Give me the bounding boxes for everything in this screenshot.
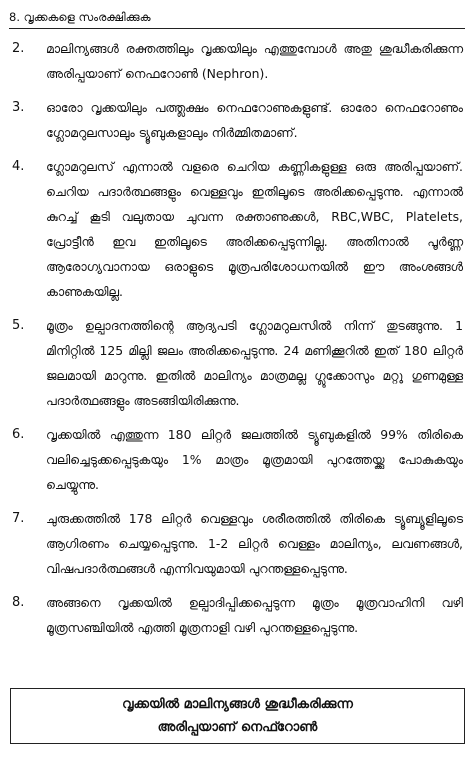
list-item <box>0 95 475 145</box>
item-number: 2. <box>12 41 25 56</box>
list-item <box>0 422 475 497</box>
chapter-title: 8. വൃക്കകളെ സംരക്ഷിക്കുക <box>9 10 151 24</box>
item-text: വൃക്കയിൽ എത്തുന്ന 180 ലിറ്റർ ജലത്തിൽ ട്യൂബുകളിൽ 99% തിരികെ വലിച്ചെടുക്കപ്പെടുകയും 1% മാത്രം മൂത്രമായി പുറത്തേയ്ക്കു പോകുകയും ചെയ്യുന്നു. <box>46 427 463 492</box>
list-item <box>0 154 475 304</box>
item-text: ചുരുക്കത്തിൽ 178 ലിറ്റർ വെള്ളവും ശരീരത്തിൽ തിരികെ ട്യൂബ്യൂളിലൂടെ ആഗിരണം ചെയ്യപ്പെടുന്നു. 1-2 ലിറ്റർ വെള്ളം മാലിന്യം, ലവണങ്ങൾ, വിഷപദാർത്ഥങ്ങൾ എന്നിവയുമായി പുറന്തള്ളപ്പെടുന്നു. <box>46 511 463 576</box>
item-text: മൂത്രം ഉല്പാദനത്തിന്റെ ആദ്യപടി ഗ്ലോമറുലസിൽ നിന്ന് തുടങ്ങുന്നു. 1 മിനിറ്റിൽ 125 മില്ലി ജലം അരിക്കപ്പെടുന്നു. 24 മണിക്കൂറിൽ ഇത് 180 ലിറ്റർ ജലമായി മാറുന്നു. ഇതിൽ മാലിന്യം മാത്രമല്ല ഗ്ലൂക്കോസും മറ്റു ഗുണമുള്ള പദാർത്ഥങ്ങളും അടങ്ങിയിരിക്കുന്നു. <box>46 318 463 408</box>
item-number: 4. <box>12 159 25 174</box>
summary-line-2: അരിപ്പയാണ് നെഫ്റോൺ <box>157 720 318 735</box>
list-item <box>0 36 475 86</box>
item-text: മാലിന്യങ്ങൾ രക്തത്തിലും വൃക്കയിലും എത്തുമ്പോൾ അതു ശുദ്ധീകരിക്കുന്ന അരിപ്പയാണ് നെഫറോൺ (Nephron). <box>46 41 463 81</box>
list-item <box>0 590 475 640</box>
item-number: 3. <box>12 100 25 115</box>
summary-box <box>10 688 465 744</box>
numbered-list <box>0 36 475 649</box>
item-text: അങ്ങനെ വൃക്കയിൽ ഉല്പാദിപ്പിക്കപ്പെടുന്ന മൂത്രം മൂത്രവാഹിനി വഴി മൂത്രസഞ്ചിയിൽ എത്തി മൂത്രനാളി വഴി പുറന്തള്ളപ്പെടുന്നു. <box>46 595 463 635</box>
item-number: 6. <box>12 427 25 442</box>
list-item <box>0 506 475 581</box>
page-header <box>9 6 465 29</box>
item-number: 8. <box>12 595 25 610</box>
item-number: 7. <box>12 511 25 526</box>
item-text: ഗ്ലോമറുലസ് എന്നാൽ വളരെ ചെറിയ കണ്ണികളുള്ള ഒരു അരിപ്പയാണ്. ചെറിയ പദാർത്ഥങ്ങളും വെള്ളവും ഇതിലൂടെ അരിക്കപ്പെടുന്നു. എന്നാൽ കുറച്ച് കൂടി വലുതായ ചുവന്ന രക്താണുക്കൾ, RBC,WBC, Platelets, പ്രോട്ടീൻ ഇവ ഇതിലൂടെ അരിക്കപ്പെടുന്നില്ല. അതിനാൽ പൂർണ്ണ ആരോഗ്യവാനായ ഒരാളുടെ മൂത്രപരിശോധനയിൽ ഈ അംശങ്ങൾ കാണുകയില്ല. <box>46 159 463 299</box>
summary-line-1: വൃക്കയിൽ മാലിന്യങ്ങൾ ശുദ്ധീകരിക്കുന്ന <box>122 697 353 712</box>
item-text: ഓരോ വൃക്കയിലും പത്ത്ലക്ഷം നെഫറോണുകളുണ്ട്. ഓരോ നെഫറോണും ഗ്ലോമറുലസാലും ട്യൂബുകളാലും നിർമ്മിതമാണ്. <box>46 100 463 140</box>
item-number: 5. <box>12 318 25 333</box>
list-item <box>0 313 475 413</box>
